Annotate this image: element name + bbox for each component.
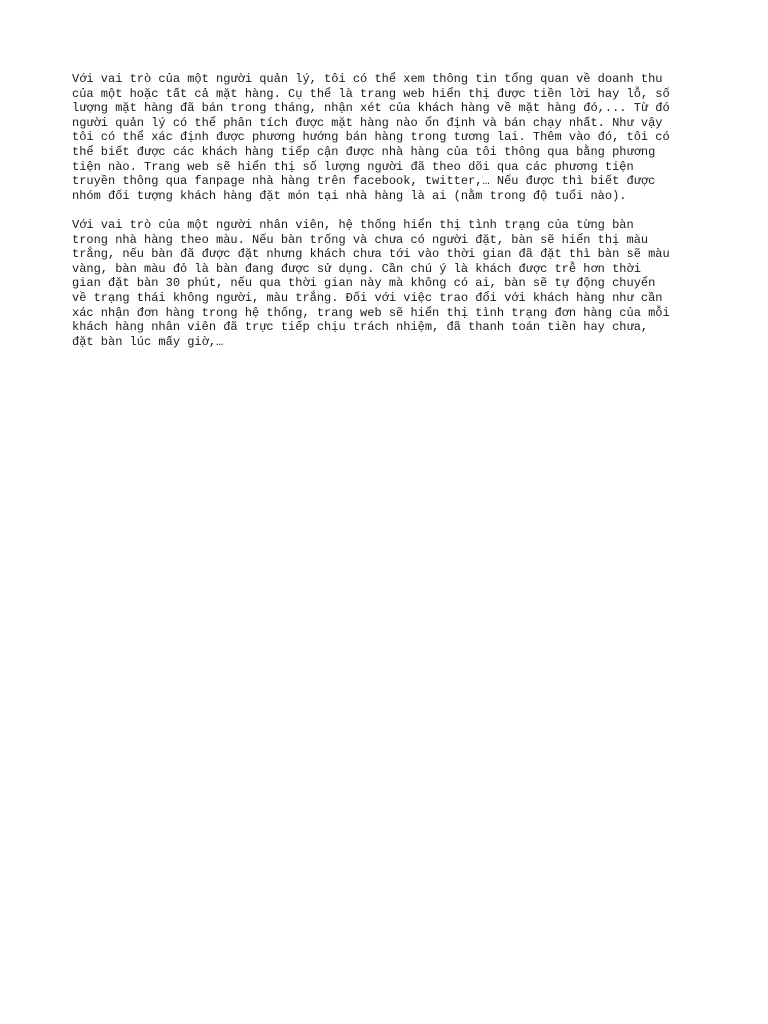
text-line: xác nhận đơn hàng trong hệ thống, trang web sẽ hiển thị tình trạng đơn hàng của mỗi xyxy=(72,305,670,320)
text-line: thể biết được các khách hàng tiếp cận được nhà hàng của tôi thông qua bằng phương xyxy=(72,144,656,159)
text-line: trong nhà hàng theo màu. Nếu bàn trống và chưa có người đặt, bàn sẽ hiển thị màu xyxy=(72,232,649,247)
text-line: gian đặt bàn 30 phút, nếu qua thời gian này mà không có ai, bàn sẽ tự động chuyển xyxy=(72,276,656,291)
text-line: khách hàng nhân viên đã trực tiếp chịu trách nhiệm, đã thanh toán tiền hay chưa, xyxy=(72,320,649,335)
document-body xyxy=(72,72,698,364)
text-line: trắng, nếu bàn đã được đặt nhưng khách chưa tới vào thời gian đã đặt thì bàn sẽ màu xyxy=(72,247,670,262)
text-line: nhóm đối tượng khách hàng đặt món tại nhà hàng là ai (nằm trong độ tuổi nào). xyxy=(72,188,627,203)
text-line: tôi có thể xác định được phương hướng bán hàng trong tương lai. Thêm vào đó, tôi có xyxy=(72,130,670,145)
text-line: đặt bàn lúc mấy giờ,… xyxy=(72,334,224,349)
paragraph-manager-role xyxy=(72,72,698,203)
text-line: lượng mặt hàng đã bán trong tháng, nhận xét của khách hàng về mặt hàng đó,... Từ đó xyxy=(72,101,670,116)
paragraph-employee-role xyxy=(72,218,698,349)
text-line: tiện nào. Trang web sẽ hiển thị số lượng người đã theo dõi qua các phương tiện xyxy=(72,159,634,174)
text-line: vàng, bàn màu đỏ là bàn đang được sử dụng. Cần chú ý là khách được trễ hơn thời xyxy=(72,261,641,276)
text-line: về trạng thái không người, màu trắng. Đối với việc trao đổi với khách hàng như cần xyxy=(72,290,663,305)
text-line: người quản lý có thể phân tích được mặt hàng nào ổn định và bán chạy nhất. Như vậy xyxy=(72,115,663,130)
text-line: truyền thông qua fanpage nhà hàng trên facebook, twitter,… Nếu được thì biết được xyxy=(72,174,656,189)
text-line: Với vai trò của một người quản lý, tôi có thể xem thông tin tổng quan về doanh thu xyxy=(72,72,663,86)
text-line: Với vai trò của một người nhân viên, hệ thống hiển thị tình trạng của từng bàn xyxy=(72,217,634,232)
text-line: của một hoặc tất cả mặt hàng. Cụ thể là trang web hiển thị được tiền lời hay lỗ, số xyxy=(72,86,670,101)
